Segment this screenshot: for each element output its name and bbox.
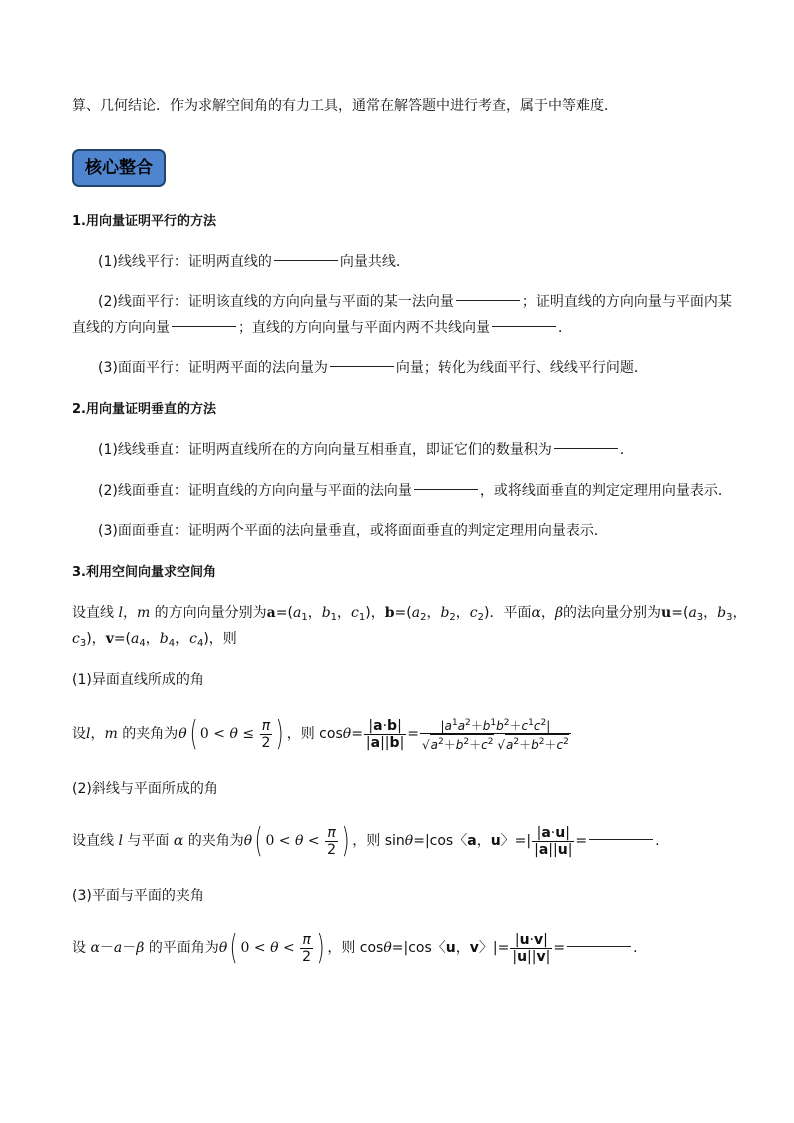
formula-skew-lines: 设l，m 的夹角为θ( 0 < θ ≤ $\frac{\pi}{2}$ ) ，则 cosθ= $\frac{|a\cdot b|}{|a||b|}$ = $\frac{|a^1a^2+b^1b^2+c^1c^2|}{√a^2+b^2+c^2 √a^2+b^2+c^2}$ xyxy=(72,714,569,754)
answer-blank xyxy=(456,300,520,301)
s3-sub2: (2)斜线与平面所成的角 xyxy=(72,781,218,797)
s2-item2: (2)线面垂直：证明直线的方向向量与平面的法向量 ，或将线面垂直的判定定理用向量表示． xyxy=(98,483,732,499)
answer-blank xyxy=(492,326,556,327)
section3-title: 3.利用空间向量求空间角 xyxy=(72,565,216,580)
s3-sub3: (3)平面与平面的夹角 xyxy=(72,888,204,904)
section1-title: 1.用向量证明平行的方法 xyxy=(72,214,216,229)
answer-blank xyxy=(330,366,394,367)
answer-blank xyxy=(274,260,338,261)
s3-sub1: (1)异面直线所成的角 xyxy=(72,672,204,688)
s3-setup-line1: 设直线 l，m 的方向向量分别为$a=(a_1$，$b_1$，$c_1$)，$b=(a_2$，$b_2$，$c_2$)．平面α，β的法向量分别为$u=(a_3$，$b_3$， xyxy=(72,605,747,623)
answer-blank xyxy=(172,326,236,327)
math: l xyxy=(114,605,123,621)
s2-item1: (1)线线垂直：证明两直线所在的方向向量互相垂直，即证它们的数量积为 ． xyxy=(98,442,634,458)
formula-plane-plane: 设 α－a－β 的平面角为θ( 0 < θ < $\frac{\pi}{2}$ ) ，则 cosθ=|cos〈u，v〉|= $\frac{|u\cdot v|}{|u||v|}$ = . xyxy=(72,928,638,968)
answer-blank xyxy=(567,946,631,947)
s1-item2-line1: (2)线面平行：证明该直线的方向向量与平面的某一法向量 ；证明直线的方向向量与平面内某 xyxy=(98,294,732,310)
section2-title: 2.用向量证明垂直的方法 xyxy=(72,402,216,417)
answer-blank xyxy=(589,839,653,840)
s1-item3: (3)面面平行：证明两平面的法向量为 向量；转化为线面平行、线线平行问题． xyxy=(98,360,648,376)
answer-blank xyxy=(554,448,618,449)
s1-item1: (1)线线平行：证明两直线的 向量共线． xyxy=(98,254,410,270)
section-badge: 核心整合 xyxy=(72,149,166,187)
s3-setup-line2: $c_3$)，$v=(a_4$，$b_4$，$c_4$)，则 xyxy=(72,631,237,649)
formula-line-plane: 设直线 l 与平面 α 的夹角为θ( 0 < θ < $\frac{\pi}{2}$ ) ，则 sinθ=|cos〈a，u〉=| $\frac{|a\cdot u|}{|a||u|}$ = . xyxy=(72,821,660,861)
answer-blank xyxy=(414,489,478,490)
intro-text: 算、几何结论．作为求解空间角的有力工具，通常在解答题中进行考查，属于中等难度． xyxy=(72,98,618,114)
s1-item2-line2: 直线的方向向量 ；直线的方向向量与平面内两不共线向量 ． xyxy=(72,320,572,336)
s2-item3: (3)面面垂直：证明两个平面的法向量垂直，或将面面垂直的判定定理用向量表示． xyxy=(98,523,608,539)
